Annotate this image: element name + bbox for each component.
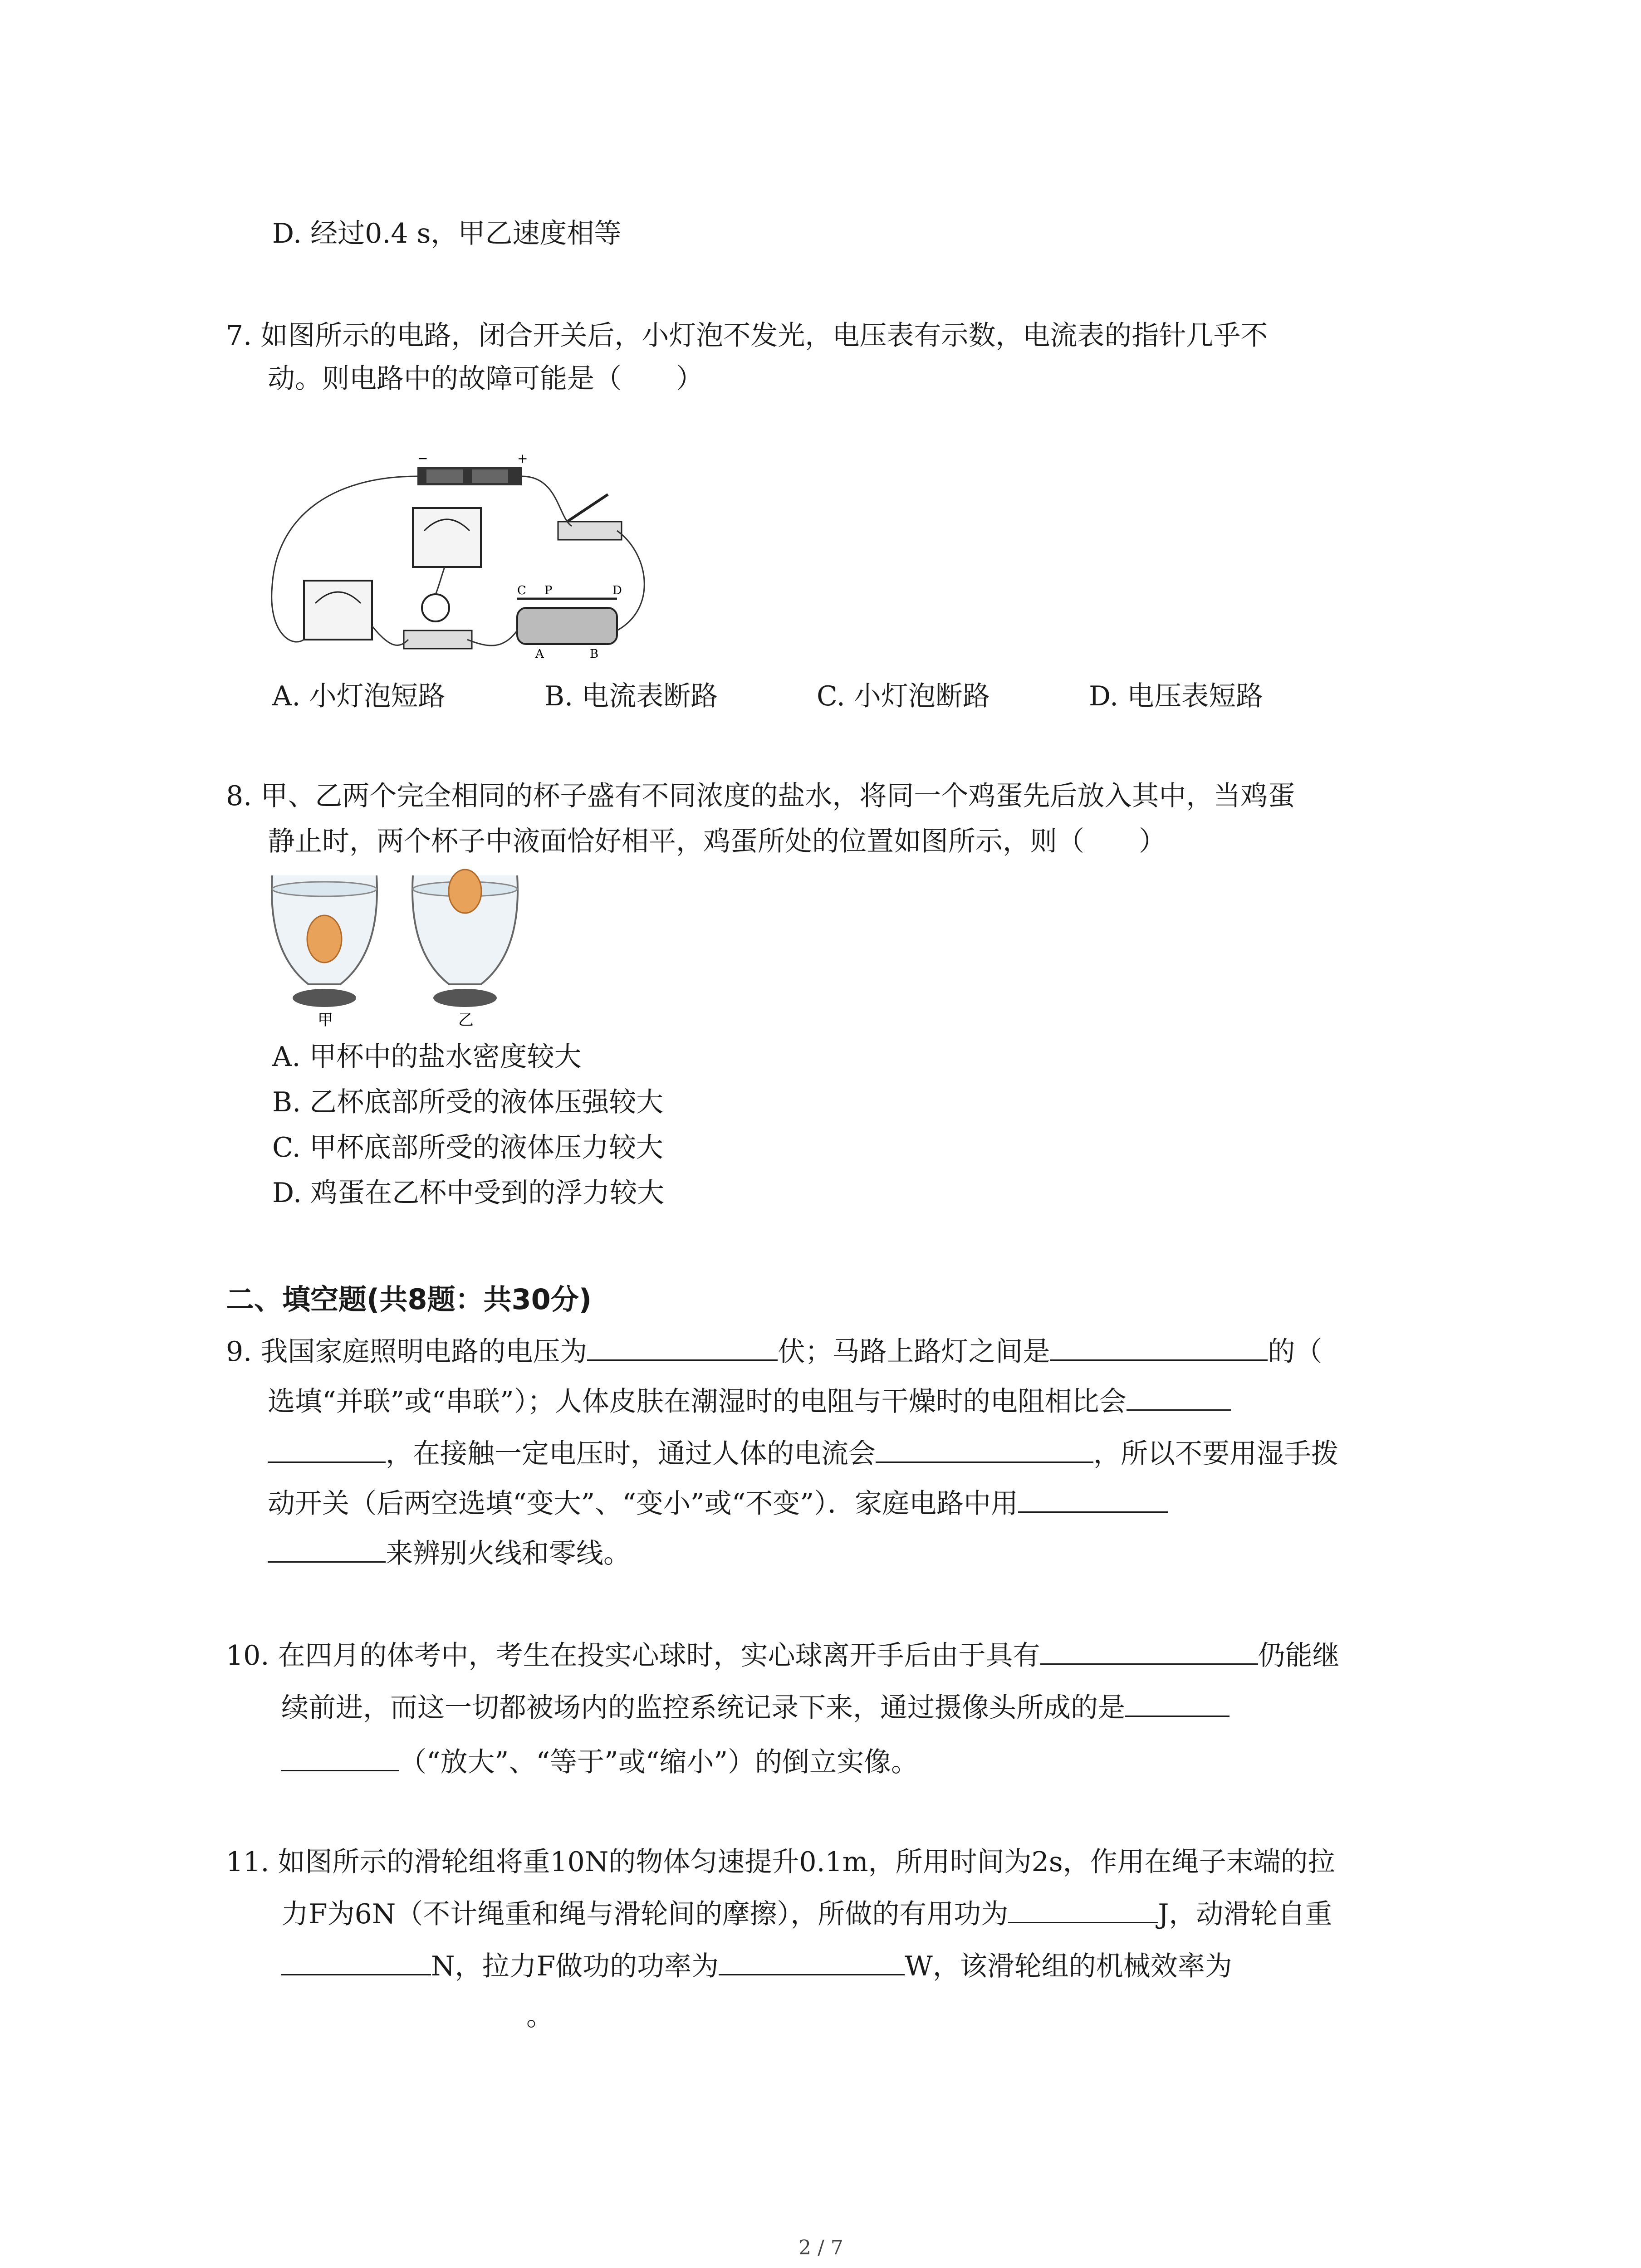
- q10-text: 10. 在四月的体考中，考生在投实心球时，实心球离开手后由于具有: [226, 1640, 1040, 1672]
- q7-option-a: A. 小灯泡短路: [272, 680, 446, 712]
- q7-stem-line2: 动。则电路中的故障可能是（ ）: [268, 363, 703, 395]
- ammeter: [304, 581, 372, 640]
- answer-blank[interactable]: [1018, 1484, 1168, 1513]
- battery-cell: [426, 469, 463, 483]
- battery-cell: [472, 469, 508, 483]
- answer-blank[interactable]: [268, 1534, 386, 1563]
- rheostat-label-a: A: [535, 647, 544, 661]
- section-title: 二、填空题(共8题：共30分): [226, 1283, 592, 1316]
- q9-text: 的（: [1268, 1336, 1323, 1368]
- answer-blank[interactable]: [281, 1743, 399, 1771]
- q8-option-b: B. 乙杯底部所受的液体压强较大: [272, 1086, 664, 1118]
- q11-line3: [281, 1946, 1232, 1987]
- page-number: 2 / 7: [798, 2236, 843, 2259]
- egg-right: [449, 870, 481, 913]
- q9-line3: [268, 1433, 1338, 1474]
- cup-label-jia: 甲: [318, 1011, 333, 1029]
- cup-label-yi: 乙: [458, 1011, 474, 1029]
- q7-option-c: C. 小灯泡断路: [817, 680, 990, 712]
- q11-text: N，拉力F做功的功率为: [431, 1950, 719, 1982]
- q9-line1: [226, 1331, 1322, 1372]
- q11-line1: 11. 如图所示的滑轮组将重10N的物体匀速提升0.1m，所用时间为2s，作用在绳子末端的拉: [226, 1846, 1335, 1878]
- q9-text: ，在接触一定电压时，通过人体的电流会: [386, 1438, 876, 1470]
- q10-line3: [281, 1742, 918, 1783]
- wire: [372, 626, 408, 645]
- bulb: [422, 594, 449, 621]
- q10-line2: [281, 1687, 1230, 1728]
- q9-line2: [268, 1381, 1231, 1422]
- answer-blank[interactable]: [281, 1947, 431, 1975]
- egg-left: [307, 915, 342, 963]
- rheostat-label-c: C: [517, 584, 526, 597]
- q9-text: 动开关（后两空选填“变大”、“变小”或“不变”）．家庭电路中用: [268, 1488, 1019, 1520]
- answer-blank[interactable]: [1050, 1332, 1268, 1361]
- rheostat-label-d: D: [612, 584, 622, 597]
- q10-line1: [226, 1635, 1340, 1676]
- switch-base: [558, 522, 622, 540]
- cup-base-left: [293, 989, 356, 1007]
- answer-blank[interactable]: [1040, 1636, 1258, 1665]
- rheostat-label-p: P: [544, 584, 553, 597]
- q9-text: 选填“并联”或“串联”）；人体皮肤在潮湿时的电阻与干燥时的电阻相比会: [268, 1386, 1127, 1418]
- egg-cups-figure: [263, 862, 535, 1043]
- q8-stem-line1: 8. 甲、乙两个完全相同的杯子盛有不同浓度的盐水，将同一个鸡蛋先后放入其中，当鸡蛋: [226, 780, 1295, 812]
- q11-text: W，该滑轮组的机械效率为: [905, 1950, 1232, 1982]
- q11-line2: [281, 1894, 1332, 1935]
- q8-option-d: D. 鸡蛋在乙杯中受到的浮力较大: [272, 1177, 665, 1209]
- wire: [436, 567, 445, 594]
- switch-lever: [567, 494, 608, 522]
- bulb-base: [404, 631, 472, 649]
- answer-blank[interactable]: [1008, 1895, 1158, 1923]
- wire: [522, 476, 572, 526]
- q7-option-d: D. 电压表短路: [1089, 680, 1264, 712]
- q11-line4: 。: [526, 2000, 554, 2032]
- cup-base-right: [433, 989, 497, 1007]
- circuit-diagram: [263, 449, 671, 676]
- q8-stem-line2: 静止时，两个杯子中液面恰好相平，鸡蛋所处的位置如图所示，则（ ）: [268, 826, 1166, 857]
- answer-blank[interactable]: [876, 1434, 1093, 1463]
- q10-text: 续前进，而这一切都被场内的监控系统记录下来，通过摄像头所成的是: [281, 1692, 1125, 1724]
- q9-text: ，所以不要用湿手拨: [1093, 1438, 1338, 1470]
- rheostat-label-b: B: [590, 647, 599, 661]
- q9-line4: [268, 1483, 1168, 1524]
- rheostat: [517, 608, 617, 644]
- voltmeter: [413, 508, 481, 567]
- wire: [617, 531, 644, 631]
- q7-option-b: B. 电流表断路: [544, 680, 718, 712]
- answer-blank[interactable]: [587, 1332, 778, 1361]
- liquid-surface-left: [272, 882, 377, 896]
- q9-text: 9. 我国家庭照明电路的电压为: [226, 1336, 588, 1368]
- q10-text: （“放大”、“等于”或“缩小”）的倒立实像。: [399, 1746, 919, 1778]
- answer-blank[interactable]: [1125, 1688, 1230, 1717]
- q7-stem-line1: 7. 如图所示的电路，闭合开关后，小灯泡不发光，电压表有示数，电流表的指针几乎不: [226, 320, 1268, 352]
- q11-text: J，动滑轮自重: [1158, 1898, 1332, 1930]
- answer-blank[interactable]: [268, 1434, 386, 1463]
- q8-option-a: A. 甲杯中的盐水密度较大: [272, 1041, 582, 1073]
- q10-text: 仍能继: [1258, 1640, 1340, 1672]
- q9-text: 来辨别火线和零线。: [386, 1538, 631, 1569]
- q9-text: 伏；马路上路灯之间是: [778, 1336, 1050, 1368]
- battery-minus-label: −: [417, 451, 428, 466]
- answer-blank[interactable]: [719, 1947, 905, 1975]
- battery-plus-label: +: [517, 451, 528, 466]
- q9-line5: [268, 1533, 631, 1574]
- q6-option-d: D. 经过0.4 s，甲乙速度相等: [272, 218, 622, 249]
- q8-option-c: C. 甲杯底部所受的液体压力较大: [272, 1132, 663, 1163]
- wire: [467, 631, 517, 645]
- q11-text: 力F为6N（不计绳重和绳与滑轮间的摩擦），所做的有用功为: [281, 1898, 1009, 1930]
- answer-blank[interactable]: [1127, 1382, 1231, 1411]
